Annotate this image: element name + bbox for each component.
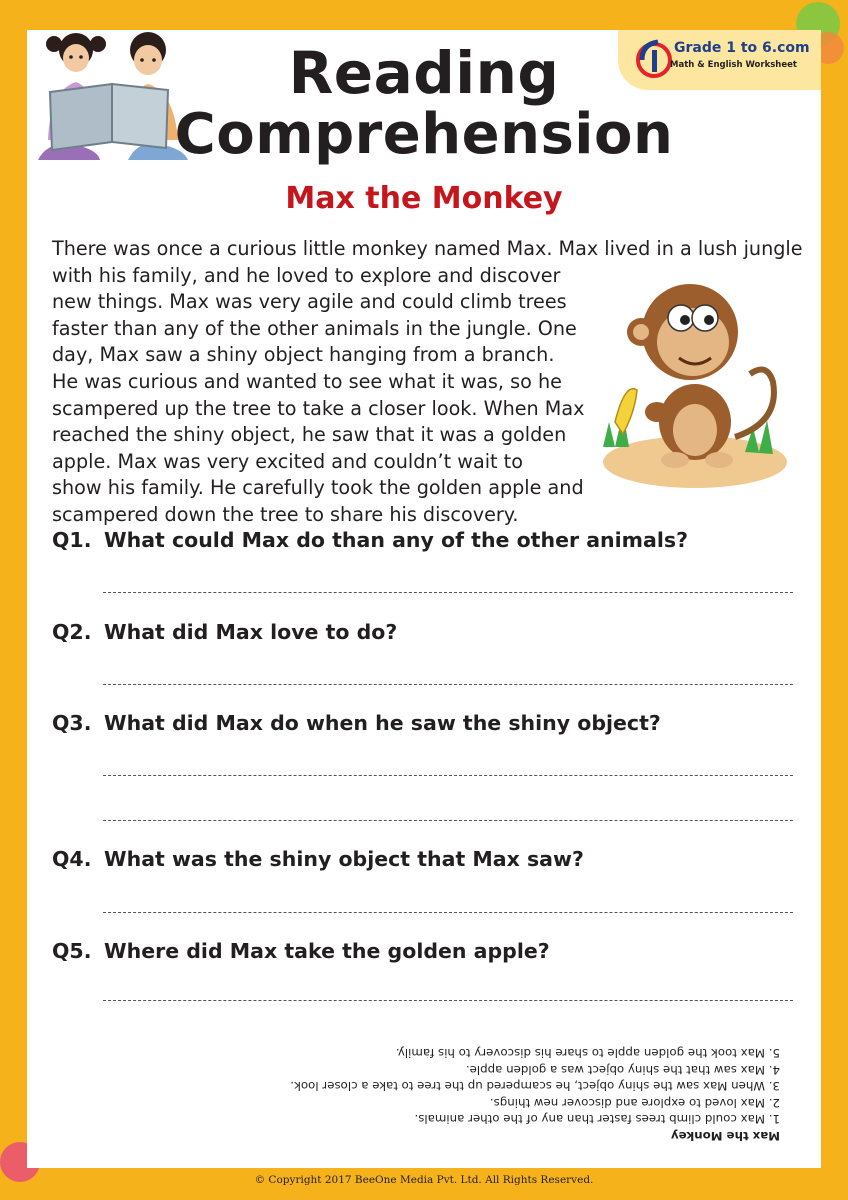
question-text: What did Max do when he saw the shiny object? xyxy=(104,711,661,735)
answer-key xyxy=(280,1045,780,1144)
logo-brand: Grade 1 to 6.com xyxy=(674,40,810,56)
story-line: There was once a curious little monkey named Max. Max lived in a lush jungle xyxy=(52,237,803,260)
answer-line-q1[interactable] xyxy=(103,592,793,593)
answer-line-q2[interactable] xyxy=(103,684,793,685)
question-1 xyxy=(52,528,688,552)
answer-item: 3. When Max saw the shiny object, he scampered up the tree to take a closer look. xyxy=(290,1079,780,1094)
question-text: What did Max love to do? xyxy=(104,620,398,644)
story-line: reached the shiny object, he saw that it was a golden xyxy=(52,423,567,447)
question-number: Q4. xyxy=(52,847,92,871)
logo-tagline: Math & English Worksheet xyxy=(670,60,797,70)
question-3 xyxy=(52,711,661,735)
question-number: Q5. xyxy=(52,939,92,963)
answer-item: 4. Max saw that the shiny object was a golden apple. xyxy=(465,1063,780,1077)
story-title: Max the Monkey xyxy=(285,181,563,216)
question-text: Where did Max take the golden apple? xyxy=(104,939,550,963)
question-text: What was the shiny object that Max saw? xyxy=(104,847,584,871)
answer-key-heading: Max the Monkey xyxy=(670,1129,780,1143)
question-2 xyxy=(52,620,397,644)
answer-line-q4[interactable] xyxy=(103,912,793,913)
page-title-line2: Comprehension xyxy=(174,102,674,167)
story-line: scampered down the tree to share his discovery. xyxy=(52,502,519,526)
question-number: Q3. xyxy=(52,711,92,735)
story-line: faster than any of the other animals in the jungle. One xyxy=(52,316,577,340)
story-line: day, Max saw a shiny object hanging from a branch. xyxy=(52,343,555,367)
answer-line-q3a[interactable] xyxy=(103,775,793,776)
answer-item: 5. Max took the golden apple to share his discovery to his family. xyxy=(395,1046,780,1061)
story-line: apple. Max was very excited and couldn’t wait to xyxy=(52,449,523,473)
story-line: scampered up the tree to take a closer look. When Max xyxy=(52,396,585,420)
answer-item: 2. Max loved to explore and discover new things. xyxy=(489,1096,780,1110)
question-number: Q1. xyxy=(52,528,92,552)
question-5 xyxy=(52,939,550,963)
story-line: with his family, and he loved to explore and discover xyxy=(52,263,561,287)
answer-item: 1. Max could climb trees faster than any of the other animals. xyxy=(414,1112,780,1127)
story-line: He was curious and wanted to see what it was, so he xyxy=(52,369,562,393)
page-title-line1: Reading xyxy=(288,39,560,107)
copyright-notice: © Copyright 2017 BeeOne Media Pvt. Ltd. All Rights Reserved. xyxy=(254,1174,594,1186)
answer-line-q3b[interactable] xyxy=(103,820,793,821)
question-number: Q2. xyxy=(52,620,92,644)
question-text: What could Max do than any of the other animals? xyxy=(104,528,688,552)
monkey-illustration xyxy=(595,262,795,492)
story-line: show his family. He carefully took the golden apple and xyxy=(52,476,584,500)
story-line: new things. Max was very agile and could climb trees xyxy=(52,290,567,314)
answer-line-q5[interactable] xyxy=(103,1000,793,1001)
question-4 xyxy=(52,847,584,871)
